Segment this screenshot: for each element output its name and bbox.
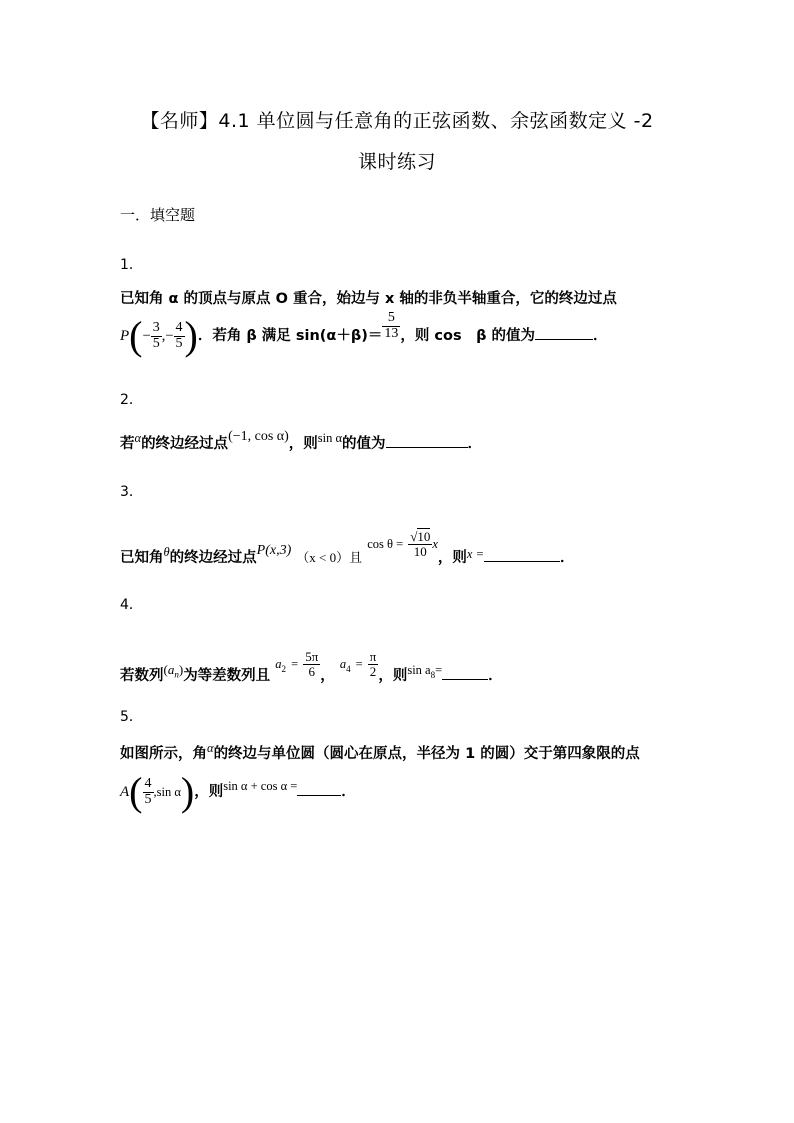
question-1-number: 1．	[120, 257, 143, 273]
section-heading: 一．填空题	[120, 206, 196, 224]
sum-angle-fraction: $\frac{5}{13}$	[384, 309, 399, 341]
question-2-line: 若α的终边经过点(−1, cos α)，则sin α的值为 ．	[120, 429, 483, 452]
sin-alpha-expression: sin α	[317, 431, 343, 445]
question-5-line2: A( $\frac{4}{5}$ ,sin α)，则sin α + cos α = ．	[120, 769, 356, 814]
question-1-end-text: ，则 cos β 的值为	[400, 328, 536, 344]
point-a-x-fraction: $\frac{4}{5}$	[144, 775, 152, 807]
point-expression: (−1, cos α)	[228, 429, 289, 444]
point-expression: P(x,3)	[256, 543, 292, 559]
open-paren: (	[129, 313, 143, 358]
a4-equation: $a_4$ = $\frac{\pi}{2}$	[339, 649, 377, 679]
question-5-number: 5．	[120, 709, 143, 725]
question-4-number: 4．	[120, 597, 143, 613]
condition-text: （x < 0）且	[296, 550, 363, 566]
cos-theta-equation: cos θ = $\frac{√10}{10}$ x	[367, 529, 438, 559]
x-equals: x =	[466, 547, 485, 562]
page-title-line2: 课时练习	[357, 151, 436, 173]
point-p-y-fraction: $\frac{4}{5}$	[175, 319, 183, 351]
point-p-label: P	[120, 328, 130, 344]
page-title-line1: 【名师】4.1 单位圆与任意角的正弦函数、余弦函数定义 -2	[140, 110, 654, 132]
question-1-line1: 已知角 α 的顶点与原点 O 重合，始边与 x 轴的非负半轴重合，它的终边过点	[120, 291, 617, 307]
sqrt10-over-10-fraction: $\frac{√10}{10}$	[410, 529, 431, 559]
answer-blank-1[interactable]	[535, 325, 593, 340]
question-5-line1: 如图所示，角α的终边与单位圆（圆心在原点，半径为 1 的圆）交于第四象限的点	[120, 741, 640, 762]
question-2-number: 2．	[120, 392, 143, 408]
answer-blank-5[interactable]	[297, 781, 341, 796]
a2-equation: $a_2$ = $\frac{5\pi}{6}$	[275, 649, 319, 679]
sequence-notation: $(a_n)$	[163, 662, 184, 680]
alpha-symbol: α	[207, 741, 214, 755]
question-3-line: 已知角θ的终边经过点P(x,3) （x < 0）且 cos θ = $\frac{√10}{10}$ x，则x = ．	[120, 529, 575, 567]
question-4-line: 若数列$(a_n)$为等差数列且 $a_2$ = $\frac{5\pi}{6}$ ， $a_4$ = $\frac{\pi}{2}$ ，则$\sin a_8=$ ．	[120, 649, 503, 685]
sin-plus-cos-expression: sin α + cos α =	[223, 779, 298, 793]
question-3-number: 3．	[120, 484, 143, 500]
point-a-label: A	[120, 784, 130, 800]
theta-symbol: θ	[163, 545, 170, 560]
point-p-x-fraction: $\frac{3}{5}$	[152, 319, 160, 351]
point-a-y-expression: sin α	[156, 785, 181, 799]
question-1-mid-text: ．若角 β 满足 sin(α＋β)＝	[197, 328, 383, 344]
answer-blank-4[interactable]	[442, 665, 488, 680]
answer-blank-3[interactable]	[484, 547, 560, 562]
question-1-line2: P(− $\frac{3}{5}$ ,− $\frac{4}{5}$ )．若角 β 满足 sin(α＋β)＝ $\frac{5}{13}$ ，则 cos β 的值为 ．	[120, 309, 608, 358]
alpha-symbol: α	[134, 431, 142, 445]
sin-a8-expression: $\sin a_8=$	[407, 663, 443, 681]
answer-blank-2[interactable]	[386, 433, 468, 448]
close-paren: )	[184, 313, 198, 358]
